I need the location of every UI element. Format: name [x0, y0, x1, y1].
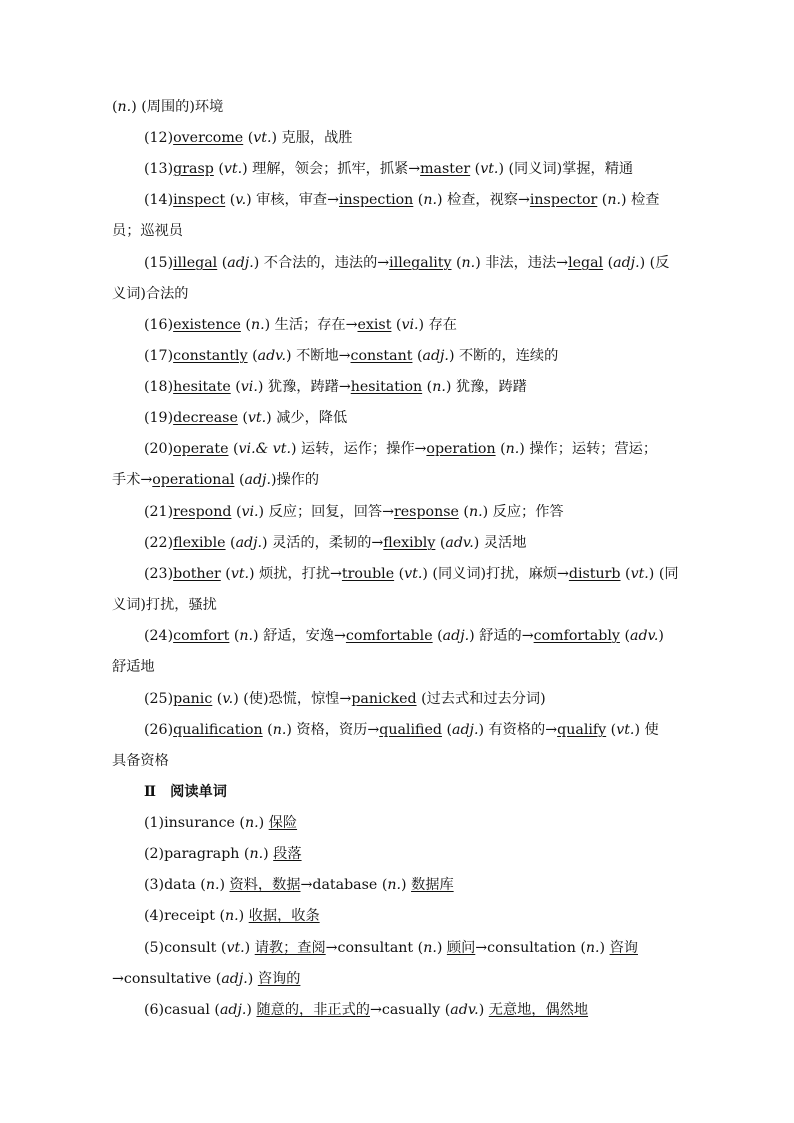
answer: qualify — [557, 722, 607, 738]
text-line: →consultative (adj.) 咨询的 — [112, 971, 301, 987]
vocab-entry: (18)hesitate (vi.) 犹豫，踌躇→hesitation (n.) 犹豫，踌躇 — [144, 379, 527, 395]
answer: operate — [173, 441, 229, 457]
answer: 保险 — [268, 815, 298, 831]
text-line: 员；巡视员 — [112, 223, 183, 239]
answer: qualified — [379, 722, 442, 738]
vocab-entry: (2)paragraph (n.) 段落 — [144, 846, 302, 862]
vocab-entry: (26)qualification (n.) 资格，资历→qualified (adj.) 有资格的→qualify (vt.) 使 — [144, 722, 659, 738]
answer: legal — [568, 255, 604, 271]
vocab-entry: (24)comfort (n.) 舒适，安逸→comfortable (adj.) 舒适的→comfortably (adv.) — [144, 628, 664, 644]
vocab-entry: (19)decrease (vt.) 减少，降低 — [144, 410, 348, 426]
vocab-entry: (21)respond (vi.) 反应；回复，回答→response (n.) 反应；作答 — [144, 504, 564, 520]
answer: decrease — [173, 410, 238, 426]
answer: exist — [357, 317, 392, 333]
answer: inspect — [173, 192, 226, 208]
vocab-entry: (15)illegal (adj.) 不合法的，违法的→illegality (n.) 非法，违法→legal (adj.) (反 — [144, 255, 670, 271]
answer: operational — [152, 472, 235, 488]
text-line: (n.) (周围的)环境 — [112, 99, 224, 115]
answer: trouble — [341, 566, 395, 582]
answer: comfortable — [345, 628, 433, 644]
answer: hesitation — [350, 379, 423, 395]
vocab-entry: (5)consult (vt.) 请教；查阅→consultant (n.) 顾问→consultation (n.) 咨询 — [144, 940, 638, 956]
answer: 随意的，非正式的 — [256, 1002, 370, 1018]
vocab-entry: (16)existence (n.) 生活；存在→exist (vi.) 存在 — [144, 317, 457, 333]
text-line: 手术→operational (adj.)操作的 — [112, 472, 320, 488]
vocab-entry: (6)casual (adj.) 随意的，非正式的→casually (adv.) 无意地，偶然地 — [144, 1002, 589, 1018]
answer: qualification — [173, 722, 263, 738]
answer: 咨询的 — [257, 971, 301, 987]
answer: comfort — [173, 628, 230, 644]
answer: illegality — [389, 255, 452, 271]
vocab-entry: (20)operate (vi.& vt.) 运转，运作；操作→operation (n.) 操作；运转；营运； — [144, 441, 658, 457]
answer: existence — [173, 317, 241, 333]
answer: 请教；查阅 — [254, 940, 326, 956]
vocab-entry: (12)overcome (vt.) 克服，战胜 — [144, 130, 353, 146]
answer: panicked — [351, 691, 417, 707]
vocab-entry: (3)data (n.) 资料，数据→database (n.) 数据库 — [144, 877, 454, 893]
vocab-entry: (4)receipt (n.) 收据，收条 — [144, 908, 320, 924]
answer: respond — [173, 504, 232, 520]
section-heading: Ⅱ 阅读单词 — [144, 784, 227, 800]
answer: overcome — [173, 130, 244, 146]
vocab-entry: (13)grasp (vt.) 理解，领会；抓牢，抓紧→master (vt.) (同义词)掌握，精通 — [144, 161, 634, 177]
answer: comfortably — [533, 628, 620, 644]
answer: flexible — [173, 535, 226, 551]
answer: 无意地，偶然地 — [488, 1002, 589, 1018]
vocab-entry: (22)flexible (adj.) 灵活的，柔韧的→flexibly (adv.) 灵活地 — [144, 535, 527, 551]
answer: flexibly — [383, 535, 436, 551]
answer: illegal — [173, 255, 218, 271]
vocab-entry: (23)bother (vt.) 烦扰，打扰→trouble (vt.) (同义词)打扰，麻烦→disturb (vt.) (同 — [144, 566, 679, 582]
answer: 资料，数据 — [229, 877, 301, 893]
vocab-entry: (25)panic (v.) (使)恐慌，惊惶→panicked (过去式和过去分词) — [144, 691, 546, 707]
answer: hesitate — [173, 379, 231, 395]
answer: bother — [173, 566, 221, 582]
vocab-entry: (1)insurance (n.) 保险 — [144, 815, 298, 831]
answer: panic — [173, 691, 213, 707]
text-line: 义词)合法的 — [112, 286, 189, 302]
vocab-entry: (14)inspect (v.) 审核，审查→inspection (n.) 检查，视察→inspector (n.) 检查 — [144, 192, 660, 208]
answer: 咨询 — [609, 940, 638, 956]
answer: 数据库 — [411, 877, 454, 893]
answer: inspection — [338, 192, 414, 208]
answer: 顾问 — [446, 940, 476, 956]
answer: master — [420, 161, 471, 177]
answer: response — [393, 504, 459, 520]
answer: 段落 — [273, 846, 302, 862]
answer: inspector — [529, 192, 598, 208]
vocab-entry: (17)constantly (adv.) 不断地→constant (adj.) 不断的，连续的 — [144, 348, 559, 364]
answer: grasp — [173, 161, 214, 177]
answer: 收据，收条 — [248, 908, 320, 924]
text-line: 具备资格 — [112, 753, 169, 769]
answer: operation — [426, 441, 496, 457]
answer: constant — [350, 348, 413, 364]
answer: disturb — [568, 566, 621, 582]
text-line: 舒适地 — [112, 659, 155, 675]
text-line: 义词)打扰，骚扰 — [112, 597, 217, 613]
answer: constantly — [173, 348, 248, 364]
